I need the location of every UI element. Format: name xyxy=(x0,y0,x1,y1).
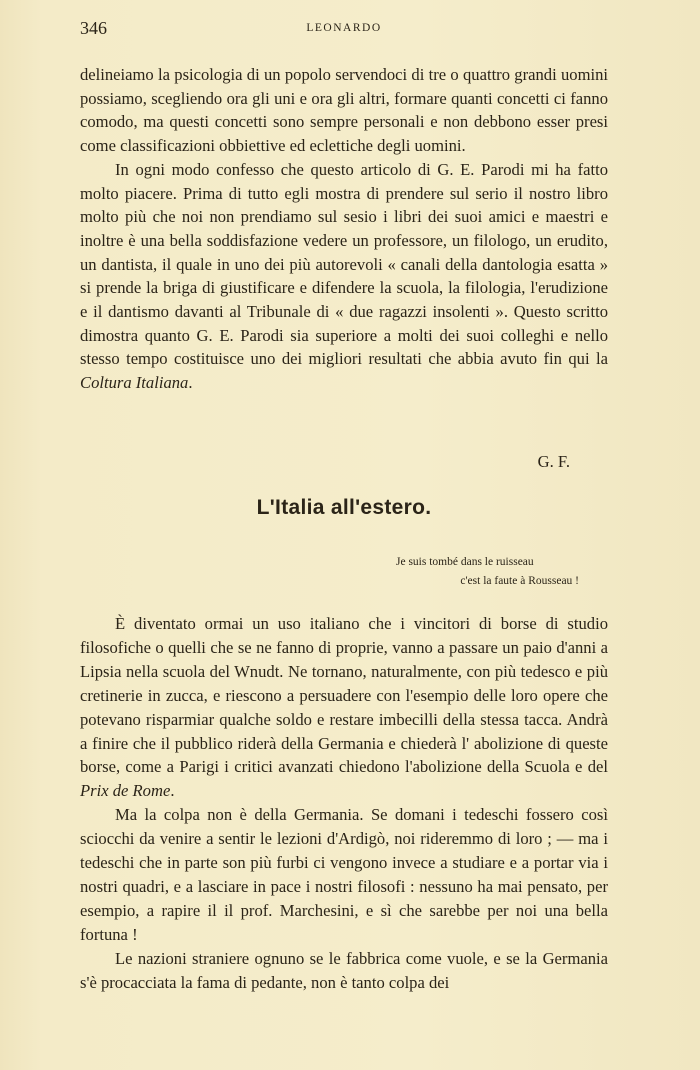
running-header xyxy=(80,18,608,42)
article-body xyxy=(80,612,608,995)
prize-name: Prix de Rome xyxy=(80,781,171,801)
article-title: L'Italia all'estero. xyxy=(256,496,432,519)
paragraph xyxy=(80,158,608,395)
paragraph-end: . xyxy=(188,373,193,393)
paragraph: delineiamo la psicologia di un popolo servendoci di tre o quattro grandi uomini possiamo, scegliendo ora gli uni e ora gli altri, formare quanti concetti ci fanno comodo, ma questi concetti sono sempre personali e non debbono esser presi come classificazioni obbiettive ed eclettiche degli uomini. xyxy=(80,65,608,156)
paragraph: Ma la colpa non è della Germania. Se domani i tedeschi fossero così sciocchi da venire a sentir le lezioni d'Ardigò, noi rideremmo di loro ; — ma i tedeschi che in parte son più furbi ci vengono invece a studiare e a portar via i nostri quadri, e a lasciare in pace i nostri filosofi : nessuno ha mai pensato, per esempio, a rapire il il prof. Marchesini, e sì che sarebbe per noi una bella fortuna ! xyxy=(80,805,608,944)
epigraph-line: c'est la faute à Rousseau ! xyxy=(460,574,579,587)
author-signature: G. F. xyxy=(537,452,570,471)
paragraph-text: In ogni modo confesso che questo articolo di G. E. Parodi mi ha fatto molto piacere. Prima di tutto egli mostra di prendere sul serio il nostro libro molto più che noi non prendiamo sul sesio i libri dei suoi amici e maestri e inoltre è una bella soddisfazione vedere un professore, un filologo, un erudito, un dantista, il quale in uno dei più autorevoli « canali della dantologia esatta » si prende la briga di giustificare e difendere la scuola, la filologia, l'erudizione e il dantismo davanti al Tribunale di « due ragazzi insolenti ». Questo scritto dimostra quanto G. E. Parodi sia superiore a molti dei suoi colleghi e nello stesso tempo costituisce uno dei migliori resultati che abbia avuto fin qui la xyxy=(80,159,608,369)
paragraph: Le nazioni straniere ognuno se le fabbrica come vuole, e se la Germania s'è procacciata la fama di pedante, non è tanto colpa dei xyxy=(80,948,608,992)
paragraph-text: È diventato ormai un uso italiano che i vincitori di borse di studio filosofiche o quelli che se ne fanno di proprie, vanno a passare un paio d'anni a Lipsia nella scuola del Wnudt. Ne tornano, naturalmente, con più tedesco e più cretinerie in zucca, e riescono a persuadere con l'esempio delle loro opere che potevano risparmiar qualche soldo e restare imbecilli della stessa tacca. Andrà a finire che il pubblico riderà della Germania e chiederà l' abolizione di queste borse, come a Parigi i critici avanzati chiedono l'abolizione della Scuola e del xyxy=(80,614,608,777)
running-title: LEONARDO xyxy=(306,22,382,34)
previous-article-text xyxy=(80,63,608,395)
paragraph xyxy=(80,612,608,803)
epigraph xyxy=(396,553,579,590)
epigraph-line: Je suis tombé dans le ruisseau xyxy=(396,556,534,568)
paragraph-end: . xyxy=(170,781,175,801)
page-number: 346 xyxy=(80,18,107,38)
journal-title: Coltura Italiana xyxy=(80,373,189,393)
